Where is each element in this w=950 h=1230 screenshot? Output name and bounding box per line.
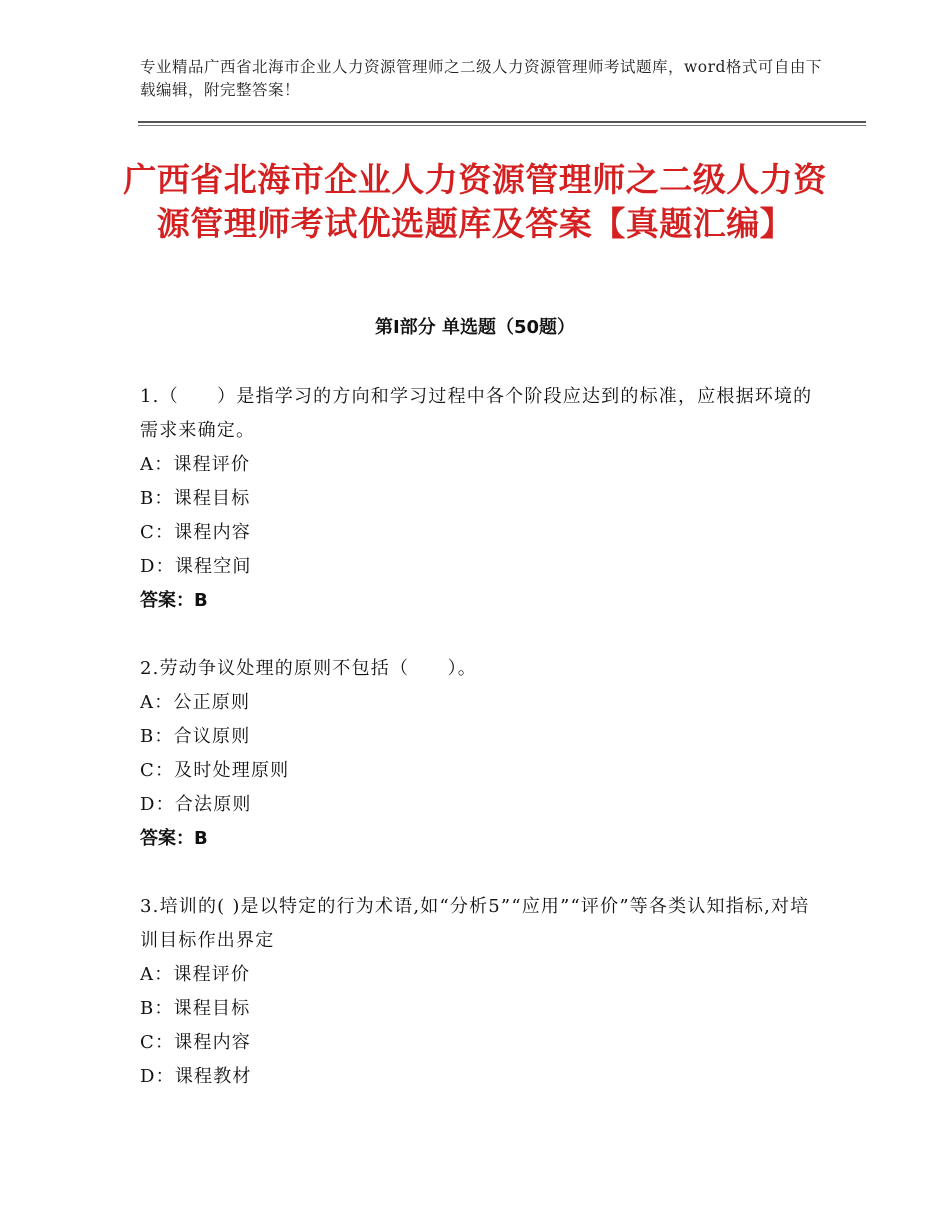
option-d: D：合法原则 (140, 794, 252, 815)
header-note: 专业精品广西省北海市企业人力资源管理师之二级人力资源管理师考试题库，word格式可自由下载编辑，附完整答案！ (140, 58, 822, 99)
document-title: 广西省北海市企业人力资源管理师之二级人力资源管理师考试优选题库及答案【真题汇编】 (123, 160, 827, 243)
question-stem: 2.劳动争议处理的原则不包括（ ）。 (140, 658, 477, 679)
option-d: D：课程空间 (140, 556, 252, 577)
header-divider-thick (138, 121, 866, 123)
option-c: C：课程内容 (140, 522, 251, 543)
section-heading: 第Ⅰ部分 单选题（50题） (374, 317, 575, 338)
option-b: B：课程目标 (140, 488, 251, 509)
option-b: B：合议原则 (140, 726, 251, 747)
question-list (140, 380, 820, 1128)
option-a: A：课程评价 (140, 964, 251, 985)
question-stem: 3.培训的( )是以特定的行为术语,如“分析5”“应用”“评价”等各类认知指标,对培训目标作出界定 (140, 896, 810, 951)
question-stem: 1.（ ）是指学习的方向和学习过程中各个阶段应达到的标准，应根据环境的需求来确定。 (140, 386, 813, 441)
option-d: D：课程教材 (140, 1066, 252, 1087)
option-a: A：课程评价 (140, 454, 251, 475)
question-1 (140, 380, 820, 618)
option-c: C：及时处理原则 (140, 760, 290, 781)
question-2 (140, 652, 820, 856)
answer-label: 答案：B (140, 590, 208, 611)
option-a: A：公正原则 (140, 692, 251, 713)
option-b: B：课程目标 (140, 998, 251, 1019)
question-3 (140, 890, 820, 1094)
option-c: C：课程内容 (140, 1032, 251, 1053)
answer-label: 答案：B (140, 828, 208, 849)
header-divider-thin (138, 125, 866, 126)
